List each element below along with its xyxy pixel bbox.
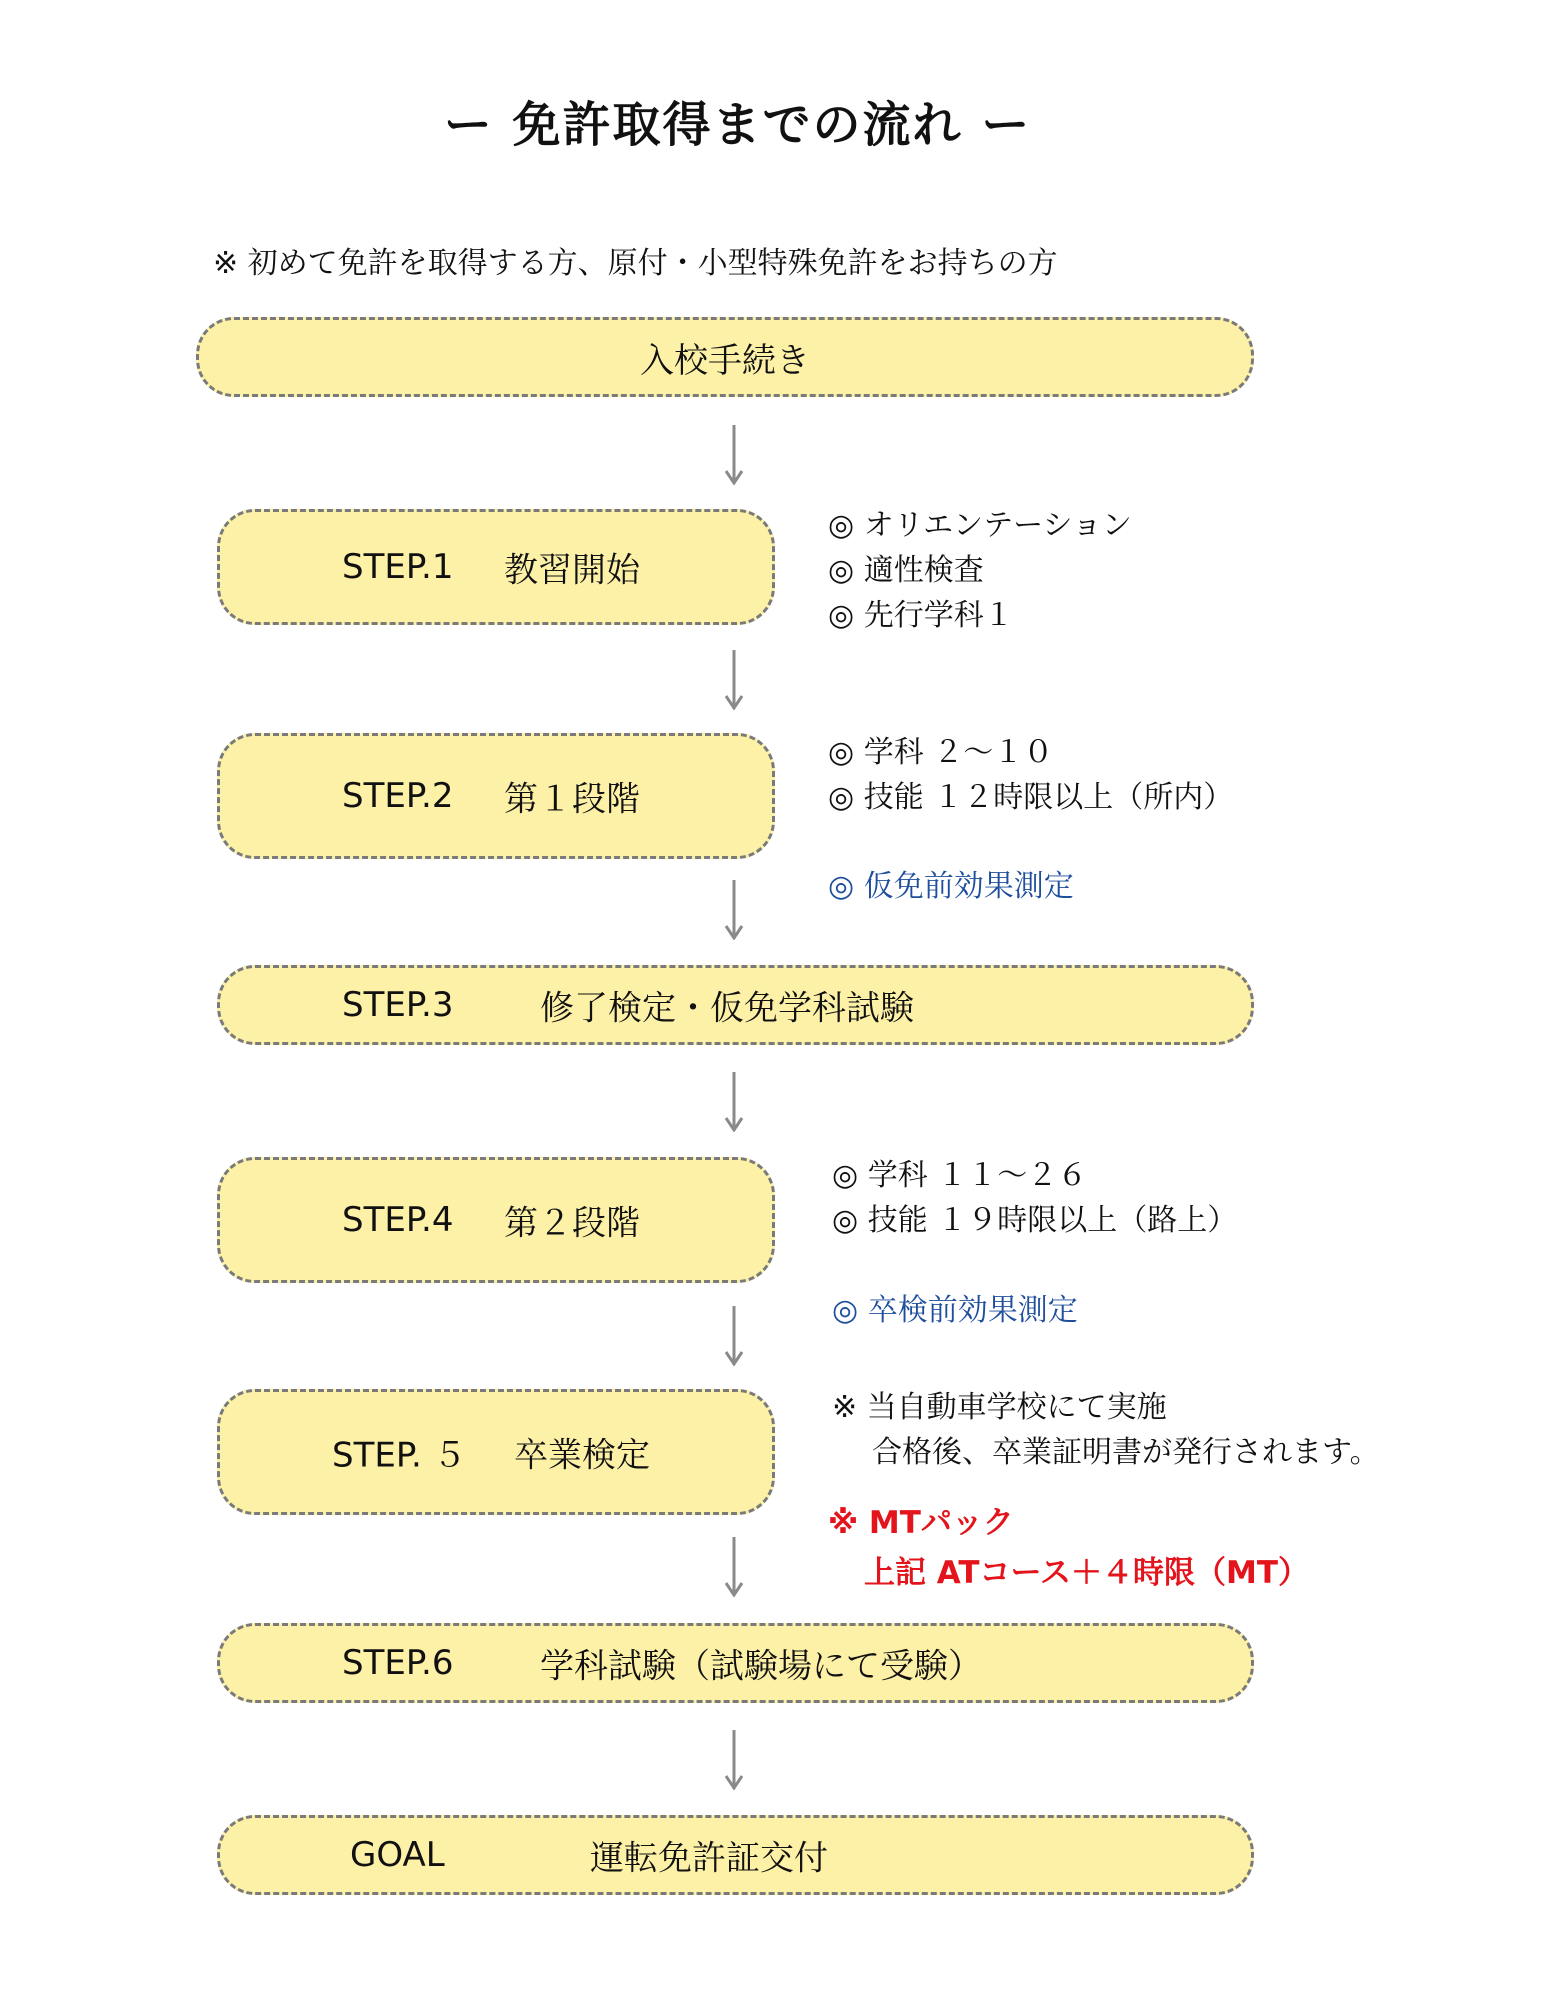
step-3-text: 修了検定・仮免学科試験 — [540, 988, 914, 1029]
note-item: ◎ 技能 １２時限以上（所内） — [828, 780, 1234, 815]
intro-note: ※ 初めて免許を取得する方、原付・小型特殊免許をお持ちの方 — [213, 246, 1058, 281]
step-4-label: STEP.4 — [342, 1200, 454, 1240]
note-item: ◎ 技能 １９時限以上（路上） — [832, 1203, 1238, 1238]
step-enrollment — [196, 317, 1254, 397]
step-2-notes — [828, 730, 1233, 820]
step-3-label: STEP.3 — [342, 985, 454, 1025]
step-4-effect-test: ◎ 卒検前効果測定 — [832, 1293, 1078, 1328]
step-5 — [217, 1389, 775, 1515]
arrow-down-icon — [722, 1730, 746, 1790]
note-item: ◎ オリエンテーション — [828, 508, 1132, 543]
note-item: ◎ 学科 ２〜１０ — [828, 735, 1054, 770]
step-2 — [217, 733, 775, 859]
step-6-label: STEP.6 — [342, 1643, 454, 1683]
note-item: 合格後、卒業証明書が発行されます。 — [872, 1435, 1380, 1470]
step-2-label: STEP.2 — [342, 776, 454, 816]
arrow-down-icon — [722, 880, 746, 940]
arrow-down-icon — [722, 1537, 746, 1597]
note-item: ◎ 適性検査 — [828, 553, 984, 588]
step-4-text: 第２段階 — [504, 1203, 640, 1244]
step-1-text: 教習開始 — [504, 550, 640, 591]
mt-pack-title: ※ MTパック — [828, 1505, 1014, 1541]
arrow-down-icon — [722, 650, 746, 710]
arrow-down-icon — [722, 1072, 746, 1132]
mt-pack-note — [828, 1498, 1309, 1598]
note-item: ※ 当自動車学校にて実施 — [832, 1390, 1167, 1425]
note-item: ◎ 学科 １１〜２６ — [832, 1158, 1088, 1193]
goal-label: GOAL — [350, 1835, 445, 1875]
step-goal — [217, 1815, 1254, 1895]
arrow-down-icon — [722, 1306, 746, 1366]
step-1-notes — [828, 503, 1132, 638]
step-5-label: STEP. ５ — [332, 1435, 467, 1476]
mt-pack-detail: 上記 ATコース＋４時限（MT） — [864, 1555, 1309, 1591]
step-6-text: 学科試験（試験場にて受験） — [540, 1646, 982, 1687]
page-title: ー 免許取得までの流れ ー — [443, 97, 1032, 153]
step-enrollment-label: 入校手続き — [640, 340, 810, 381]
step-3 — [217, 965, 1254, 1045]
step-1 — [217, 509, 775, 625]
step-6 — [217, 1623, 1254, 1703]
step-4-notes — [832, 1153, 1237, 1243]
step-1-label: STEP.1 — [342, 547, 454, 587]
step-2-text: 第１段階 — [504, 779, 640, 820]
step-2-effect-test: ◎ 仮免前効果測定 — [828, 869, 1074, 904]
step-4 — [217, 1157, 775, 1283]
step-5-text: 卒業検定 — [514, 1435, 650, 1476]
step-5-notes — [832, 1385, 1380, 1475]
goal-text: 運転免許証交付 — [590, 1838, 828, 1879]
note-item: ◎ 先行学科１ — [828, 598, 1014, 633]
arrow-down-icon — [722, 425, 746, 485]
